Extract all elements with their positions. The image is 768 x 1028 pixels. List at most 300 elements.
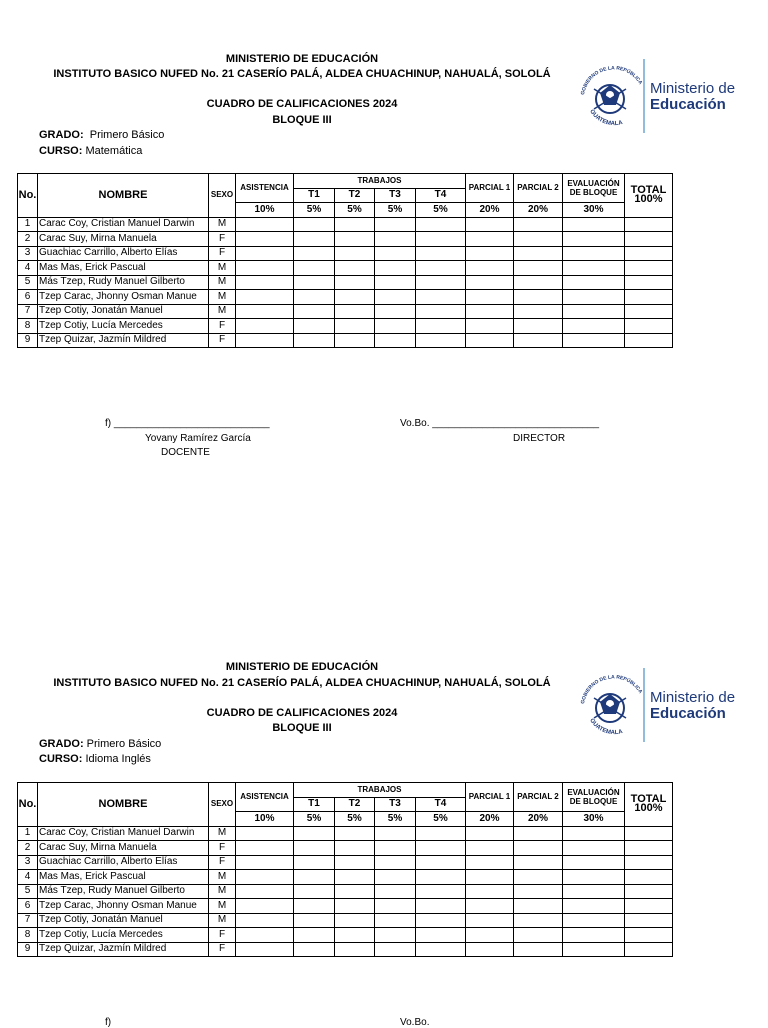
grade-cell-parcial1[interactable] [466, 884, 514, 899]
weight-asistencia: 10% [236, 812, 294, 827]
grade-cell-t4[interactable] [416, 841, 466, 856]
grade-cell-total[interactable] [625, 884, 673, 899]
weight-parcial1: 20% [466, 203, 514, 218]
col-no-header: No. [18, 783, 38, 827]
grade-cell-asistencia[interactable] [236, 899, 294, 914]
weight-t3: 5% [375, 203, 416, 218]
weight-parcial2: 20% [514, 203, 563, 218]
svg-text:GUATEMALA: GUATEMALA [588, 717, 624, 737]
grade-cell-parcial2[interactable] [514, 246, 563, 261]
grade-cell-t4[interactable] [416, 290, 466, 305]
grade-cell-asistencia[interactable] [236, 275, 294, 290]
grade-cell-t1[interactable] [294, 841, 335, 856]
grade-cell-t1[interactable] [294, 275, 335, 290]
svg-text:Educación: Educación [650, 705, 726, 722]
grade-cell-t3[interactable] [375, 275, 416, 290]
col-sexo-header: SEXO [209, 174, 236, 218]
student-row [18, 870, 673, 885]
grade-cell-evaluacion[interactable] [563, 217, 625, 232]
col-asistencia-header: ASISTENCIA [236, 174, 294, 203]
grade-cell-t2[interactable] [335, 217, 375, 232]
grade-cell-t2[interactable] [335, 884, 375, 899]
grade-cell-evaluacion[interactable] [563, 899, 625, 914]
student-name: Guachiac Carrillo, Alberto Elías [38, 855, 209, 870]
grade-cell-t4[interactable] [416, 870, 466, 885]
curso-line [39, 145, 142, 157]
grade-cell-evaluacion[interactable] [563, 304, 625, 319]
student-sex: M [209, 304, 236, 319]
grade-cell-t2[interactable] [335, 841, 375, 856]
grade-cell-parcial2[interactable] [514, 333, 563, 348]
grade-cell-parcial2[interactable] [514, 884, 563, 899]
grade-cell-t4[interactable] [416, 304, 466, 319]
col-trabajos-header: TRABAJOS [294, 174, 466, 189]
grade-cell-parcial2[interactable] [514, 319, 563, 334]
grade-cell-asistencia[interactable] [236, 928, 294, 943]
grade-cell-parcial2[interactable] [514, 928, 563, 943]
grade-cell-parcial2[interactable] [514, 232, 563, 247]
grade-cell-t1[interactable] [294, 899, 335, 914]
grade-cell-t3[interactable] [375, 319, 416, 334]
grade-cell-evaluacion[interactable] [563, 333, 625, 348]
grade-cell-asistencia[interactable] [236, 333, 294, 348]
grade-cell-parcial1[interactable] [466, 899, 514, 914]
grade-cell-t3[interactable] [375, 841, 416, 856]
grade-cell-t3[interactable] [375, 826, 416, 841]
grade-cell-asistencia[interactable] [236, 217, 294, 232]
student-row [18, 246, 673, 261]
student-sex: F [209, 928, 236, 943]
student-no: 9 [18, 333, 38, 348]
grade-cell-t1[interactable] [294, 304, 335, 319]
director-role: DIRECTOR [513, 433, 566, 444]
grade-cell-parcial1[interactable] [466, 304, 514, 319]
grade-cell-asistencia[interactable] [236, 826, 294, 841]
grade-cell-t4[interactable] [416, 333, 466, 348]
grade-cell-t1[interactable] [294, 928, 335, 943]
col-sexo-header: SEXO [209, 783, 236, 827]
col-parcial2-header: PARCIAL 2 [514, 783, 563, 812]
student-no: 6 [18, 290, 38, 305]
grade-cell-t2[interactable] [335, 275, 375, 290]
student-name: Tzep Cotiy, Jonatán Manuel [38, 304, 209, 319]
grade-cell-parcial1[interactable] [466, 826, 514, 841]
grade-cell-t3[interactable] [375, 899, 416, 914]
grade-cell-t1[interactable] [294, 884, 335, 899]
grade-cell-parcial2[interactable] [514, 290, 563, 305]
grade-cell-evaluacion[interactable] [563, 870, 625, 885]
col-t2-header: T2 [335, 797, 375, 812]
grade-cell-asistencia[interactable] [236, 870, 294, 885]
student-name: Más Tzep, Rudy Manuel Gilberto [38, 275, 209, 290]
sheet-title: CUADRO DE CALIFICACIONES 2024 [206, 707, 398, 719]
grade-cell-parcial2[interactable] [514, 304, 563, 319]
grade-cell-parcial2[interactable] [514, 899, 563, 914]
grade-cell-evaluacion[interactable] [563, 841, 625, 856]
grade-cell-t1[interactable] [294, 870, 335, 885]
curso-label: CURSO: [39, 753, 83, 765]
grade-cell-evaluacion[interactable] [563, 290, 625, 305]
weight-t2: 5% [335, 203, 375, 218]
grade-cell-evaluacion[interactable] [563, 913, 625, 928]
student-name: Tzep Quizar, Jazmín Mildred [38, 942, 209, 957]
col-total-header: TOTAL 100% [625, 783, 673, 827]
student-sex: F [209, 855, 236, 870]
grade-cell-t2[interactable] [335, 290, 375, 305]
grade-cell-parcial2[interactable] [514, 841, 563, 856]
bloque-label: BLOQUE III [272, 722, 332, 734]
institute-name: INSTITUTO BASICO NUFED No. 21 CASERÍO PALÁ, ALDEA CHUACHINUP, NAHUALÁ, SOLOLÁ [53, 68, 551, 80]
student-row [18, 942, 673, 957]
col-t1-header: T1 [294, 797, 335, 812]
institute-name: INSTITUTO BASICO NUFED No. 21 CASERÍO PALÁ, ALDEA CHUACHINUP, NAHUALÁ, SOLOLÁ [53, 677, 551, 689]
col-trabajos-header: TRABAJOS [294, 783, 466, 798]
weight-evaluacion: 30% [563, 203, 625, 218]
grado-label: GRADO: [39, 129, 84, 141]
grade-cell-t3[interactable] [375, 246, 416, 261]
grade-cell-parcial1[interactable] [466, 942, 514, 957]
student-no: 2 [18, 232, 38, 247]
grades-table [17, 173, 673, 348]
student-row [18, 304, 673, 319]
grade-cell-evaluacion[interactable] [563, 246, 625, 261]
grade-cell-t4[interactable] [416, 855, 466, 870]
col-t4-header: T4 [416, 188, 466, 203]
curso-label: CURSO: [39, 145, 83, 157]
grade-cell-t3[interactable] [375, 855, 416, 870]
student-sex: M [209, 275, 236, 290]
grade-cell-parcial2[interactable] [514, 217, 563, 232]
student-row [18, 913, 673, 928]
col-t3-header: T3 [375, 188, 416, 203]
grade-cell-asistencia[interactable] [236, 884, 294, 899]
student-sex: F [209, 942, 236, 957]
curso-value: Matemática [85, 145, 143, 157]
student-no: 3 [18, 246, 38, 261]
grade-cell-t2[interactable] [335, 913, 375, 928]
grade-cell-t1[interactable] [294, 913, 335, 928]
grade-cell-t4[interactable] [416, 942, 466, 957]
svg-text:Ministerio de: Ministerio de [650, 80, 736, 97]
student-name: Guachiac Carrillo, Alberto Elías [38, 246, 209, 261]
grade-cell-total[interactable] [625, 928, 673, 943]
grade-cell-t3[interactable] [375, 884, 416, 899]
grade-cell-asistencia[interactable] [236, 942, 294, 957]
student-name: Más Tzep, Rudy Manuel Gilberto [38, 884, 209, 899]
grade-cell-evaluacion[interactable] [563, 319, 625, 334]
grade-cell-total[interactable] [625, 333, 673, 348]
col-evaluacion-header: EVALUACIÓN DE BLOQUE [563, 174, 625, 203]
grade-cell-evaluacion[interactable] [563, 261, 625, 276]
student-row [18, 261, 673, 276]
weight-evaluacion: 30% [563, 812, 625, 827]
grade-cell-parcial1[interactable] [466, 841, 514, 856]
grade-cell-total[interactable] [625, 942, 673, 957]
grade-cell-asistencia[interactable] [236, 855, 294, 870]
student-no: 7 [18, 304, 38, 319]
grade-cell-t3[interactable] [375, 913, 416, 928]
grade-cell-total[interactable] [625, 246, 673, 261]
weight-t4: 5% [416, 812, 466, 827]
grade-cell-t2[interactable] [335, 304, 375, 319]
grade-cell-asistencia[interactable] [236, 319, 294, 334]
grade-cell-total[interactable] [625, 319, 673, 334]
grade-cell-t3[interactable] [375, 232, 416, 247]
student-name: Carac Coy, Cristian Manuel Darwin [38, 217, 209, 232]
col-evaluacion-header: EVALUACIÓN DE BLOQUE [563, 783, 625, 812]
student-sex: M [209, 913, 236, 928]
student-rows [18, 217, 673, 348]
col-asistencia-header: ASISTENCIA [236, 783, 294, 812]
grade-cell-t3[interactable] [375, 261, 416, 276]
grade-cell-parcial2[interactable] [514, 275, 563, 290]
grade-cell-evaluacion[interactable] [563, 826, 625, 841]
student-name: Tzep Cotiy, Lucía Mercedes [38, 928, 209, 943]
weight-t4: 5% [416, 203, 466, 218]
student-no: 8 [18, 928, 38, 943]
grado-label: GRADO: [39, 738, 84, 750]
grade-cell-t1[interactable] [294, 261, 335, 276]
grade-cell-parcial2[interactable] [514, 261, 563, 276]
col-nombre-header: NOMBRE [38, 783, 209, 827]
grade-cell-asistencia[interactable] [236, 290, 294, 305]
grade-cell-t1[interactable] [294, 826, 335, 841]
student-row [18, 290, 673, 305]
col-t3-header: T3 [375, 797, 416, 812]
student-sex: M [209, 884, 236, 899]
grade-cell-parcial1[interactable] [466, 275, 514, 290]
student-no: 3 [18, 855, 38, 870]
grade-cell-t1[interactable] [294, 232, 335, 247]
grade-cell-t3[interactable] [375, 333, 416, 348]
grade-cell-parcial2[interactable] [514, 942, 563, 957]
ministry-logo [572, 55, 740, 139]
docente-signature-line: f) ____________________________ [105, 418, 270, 429]
grade-cell-t2[interactable] [335, 928, 375, 943]
grades-table [17, 782, 673, 957]
grade-cell-t2[interactable] [335, 826, 375, 841]
grade-cell-t1[interactable] [294, 319, 335, 334]
grado-value: Primero Básico [89, 129, 165, 141]
student-sex: M [209, 826, 236, 841]
col-nombre-header: NOMBRE [38, 174, 209, 218]
student-row [18, 841, 673, 856]
grade-cell-parcial2[interactable] [514, 855, 563, 870]
student-row [18, 217, 673, 232]
student-sex: M [209, 899, 236, 914]
student-name: Tzep Carac, Jhonny Osman Manue [38, 899, 209, 914]
svg-text:GUATEMALA: GUATEMALA [588, 108, 624, 128]
weight-t1: 5% [294, 812, 335, 827]
sheet-title: CUADRO DE CALIFICACIONES 2024 [206, 98, 398, 110]
grado-line [39, 129, 164, 141]
weight-t2: 5% [335, 812, 375, 827]
grade-cell-t2[interactable] [335, 855, 375, 870]
ministry-title: MINISTERIO DE EDUCACIÓN [225, 661, 379, 673]
weight-asistencia: 10% [236, 203, 294, 218]
grade-cell-t2[interactable] [335, 942, 375, 957]
grade-cell-evaluacion[interactable] [563, 232, 625, 247]
grade-cell-total[interactable] [625, 304, 673, 319]
grade-cell-parcial1[interactable] [466, 290, 514, 305]
student-row [18, 826, 673, 841]
grade-cell-t3[interactable] [375, 870, 416, 885]
student-row [18, 319, 673, 334]
student-row [18, 899, 673, 914]
grade-cell-parcial1[interactable] [466, 913, 514, 928]
grade-cell-evaluacion[interactable] [563, 928, 625, 943]
grade-cell-t2[interactable] [335, 870, 375, 885]
grade-cell-total[interactable] [625, 275, 673, 290]
director-signature-line: Vo.Bo. [400, 1017, 430, 1028]
grade-cell-t2[interactable] [335, 899, 375, 914]
docente-signature-line: f) [105, 1017, 112, 1028]
grade-cell-parcial2[interactable] [514, 870, 563, 885]
student-sex: F [209, 232, 236, 247]
student-name: Carac Suy, Mirna Manuela [38, 841, 209, 856]
student-no: 5 [18, 275, 38, 290]
grade-cell-total[interactable] [625, 261, 673, 276]
grade-cell-parcial1[interactable] [466, 217, 514, 232]
svg-text:Educación: Educación [650, 96, 726, 113]
grade-cell-total[interactable] [625, 855, 673, 870]
grade-cell-t2[interactable] [335, 246, 375, 261]
weight-t3: 5% [375, 812, 416, 827]
guatemala-seal-icon [572, 55, 740, 139]
student-no: 1 [18, 826, 38, 841]
grade-cell-t2[interactable] [335, 261, 375, 276]
student-name: Mas Mas, Erick Pascual [38, 870, 209, 885]
grade-cell-parcial2[interactable] [514, 826, 563, 841]
student-row [18, 855, 673, 870]
grade-cell-t4[interactable] [416, 217, 466, 232]
col-total-header: TOTAL 100% [625, 174, 673, 218]
grade-cell-parcial1[interactable] [466, 333, 514, 348]
student-no: 9 [18, 942, 38, 957]
student-no: 1 [18, 217, 38, 232]
col-t4-header: T4 [416, 797, 466, 812]
curso-value: Idioma Inglés [85, 753, 151, 765]
grade-cell-parcial1[interactable] [466, 246, 514, 261]
grade-cell-total[interactable] [625, 841, 673, 856]
grade-cell-parcial1[interactable] [466, 261, 514, 276]
col-parcial2-header: PARCIAL 2 [514, 174, 563, 203]
student-sex: M [209, 261, 236, 276]
student-no: 5 [18, 884, 38, 899]
guatemala-seal-icon [572, 664, 740, 748]
student-sex: F [209, 319, 236, 334]
grade-cell-t4[interactable] [416, 899, 466, 914]
student-no: 6 [18, 899, 38, 914]
grade-cell-asistencia[interactable] [236, 913, 294, 928]
grade-cell-t4[interactable] [416, 261, 466, 276]
student-sex: F [209, 246, 236, 261]
grade-cell-t1[interactable] [294, 217, 335, 232]
student-no: 4 [18, 261, 38, 276]
grade-cell-t4[interactable] [416, 246, 466, 261]
grade-cell-t3[interactable] [375, 928, 416, 943]
grade-cell-asistencia[interactable] [236, 246, 294, 261]
grade-cell-t4[interactable] [416, 232, 466, 247]
grade-cell-t1[interactable] [294, 855, 335, 870]
grade-cell-t4[interactable] [416, 275, 466, 290]
grade-cell-parcial2[interactable] [514, 913, 563, 928]
col-parcial1-header: PARCIAL 1 [466, 783, 514, 812]
grade-cell-t1[interactable] [294, 942, 335, 957]
grade-cell-t4[interactable] [416, 319, 466, 334]
student-sex: M [209, 870, 236, 885]
grade-cell-total[interactable] [625, 913, 673, 928]
grade-cell-t1[interactable] [294, 290, 335, 305]
grade-cell-parcial1[interactable] [466, 928, 514, 943]
grade-cell-total[interactable] [625, 290, 673, 305]
grade-cell-t3[interactable] [375, 304, 416, 319]
grade-cell-total[interactable] [625, 870, 673, 885]
col-parcial1-header: PARCIAL 1 [466, 174, 514, 203]
grade-cell-evaluacion[interactable] [563, 942, 625, 957]
student-sex: M [209, 290, 236, 305]
grade-cell-parcial1[interactable] [466, 232, 514, 247]
grade-cell-t4[interactable] [416, 884, 466, 899]
weight-parcial2: 20% [514, 812, 563, 827]
grade-cell-t2[interactable] [335, 319, 375, 334]
student-name: Tzep Cotiy, Lucía Mercedes [38, 319, 209, 334]
col-t2-header: T2 [335, 188, 375, 203]
director-signature-line: Vo.Bo. ______________________________ [400, 418, 600, 429]
weight-t1: 5% [294, 203, 335, 218]
student-name: Carac Coy, Cristian Manuel Darwin [38, 826, 209, 841]
grade-cell-evaluacion[interactable] [563, 855, 625, 870]
student-row [18, 884, 673, 899]
grado-line [39, 738, 161, 750]
grade-cell-t2[interactable] [335, 232, 375, 247]
svg-text:Ministerio de: Ministerio de [650, 689, 736, 706]
student-row [18, 333, 673, 348]
grade-cell-evaluacion[interactable] [563, 275, 625, 290]
grade-cell-asistencia[interactable] [236, 232, 294, 247]
student-no: 8 [18, 319, 38, 334]
grade-cell-asistencia[interactable] [236, 261, 294, 276]
col-no-header: No. [18, 174, 38, 218]
student-sex: F [209, 333, 236, 348]
grade-cell-total[interactable] [625, 826, 673, 841]
grade-cell-t4[interactable] [416, 928, 466, 943]
grade-cell-asistencia[interactable] [236, 304, 294, 319]
student-name: Mas Mas, Erick Pascual [38, 261, 209, 276]
grade-cell-t4[interactable] [416, 913, 466, 928]
grade-cell-total[interactable] [625, 217, 673, 232]
grade-cell-parcial1[interactable] [466, 870, 514, 885]
grade-cell-t3[interactable] [375, 942, 416, 957]
grade-cell-evaluacion[interactable] [563, 884, 625, 899]
grade-cell-t2[interactable] [335, 333, 375, 348]
grade-cell-t3[interactable] [375, 290, 416, 305]
grade-cell-total[interactable] [625, 899, 673, 914]
grade-cell-asistencia[interactable] [236, 841, 294, 856]
student-row [18, 232, 673, 247]
grade-cell-t3[interactable] [375, 217, 416, 232]
grade-cell-parcial1[interactable] [466, 319, 514, 334]
grade-cell-t4[interactable] [416, 826, 466, 841]
student-rows [18, 826, 673, 957]
curso-line [39, 753, 151, 765]
student-row [18, 275, 673, 290]
grade-cell-t1[interactable] [294, 333, 335, 348]
weight-parcial1: 20% [466, 812, 514, 827]
grade-cell-t1[interactable] [294, 246, 335, 261]
grade-cell-parcial1[interactable] [466, 855, 514, 870]
grade-cell-total[interactable] [625, 232, 673, 247]
